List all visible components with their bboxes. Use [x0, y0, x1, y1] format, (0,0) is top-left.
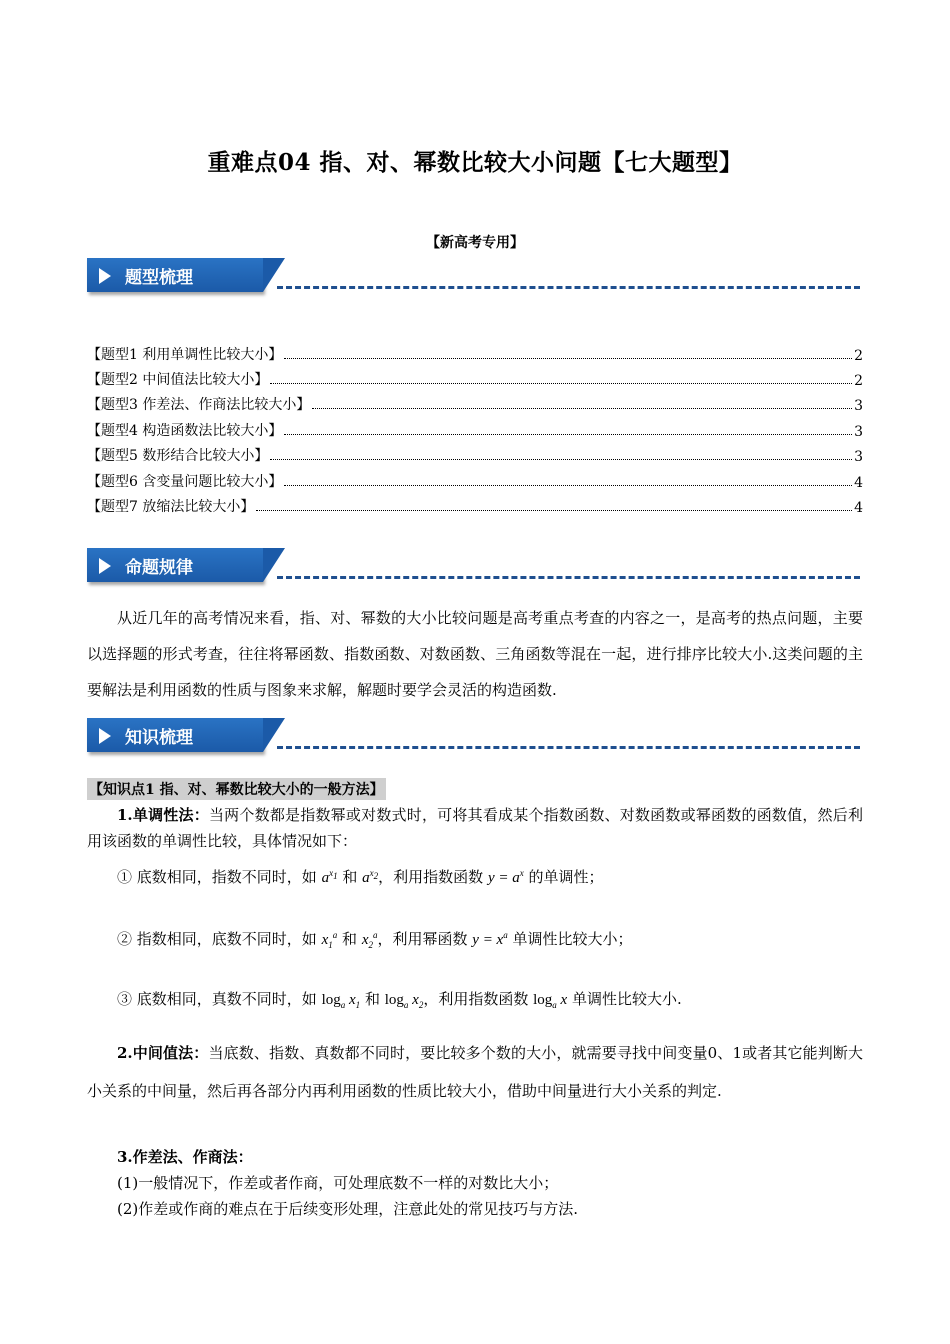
page-subtitle: 【新高考专用】: [426, 235, 524, 251]
case-2-line: ② 指数相同，底数不同时，如 $x_1^a$ 和 $x_2^a$，利用幂函数 $y = x^a$ 单调性比较大小；: [117, 930, 633, 950]
case-1-line: ① 底数相同，指数不同时，如 $a^{x_1}$ 和 $a^{x_2}$，利用指数函数 $y = a^x$ 的单调性；: [117, 868, 604, 886]
toc-item[interactable]: 【题型2 中间值法比较大小】 2: [87, 372, 863, 389]
banner-label: 知识梳理: [125, 728, 193, 748]
banner-label: 命题规律: [125, 558, 193, 578]
formula-y-x-a: $y = x^a$: [472, 930, 508, 948]
formula-log-x1: $\log_a x_1$: [321, 992, 361, 1010]
formula-x1-a: $x_1^a$: [321, 930, 338, 950]
knowledge-point-heading: 【知识点1 指、对、幂数比较大小的一般方法】: [87, 778, 386, 800]
method-3-item-1: (1)一般情况下，作差或者作商，可处理底数不一样的对数比大小；: [117, 1174, 559, 1192]
method-3-item-2: (2)作差或作商的难点在于后续变形处理，注意此处的常见技巧与方法.: [117, 1200, 579, 1218]
toc-item[interactable]: 【题型4 构造函数法比较大小】 3: [87, 423, 863, 440]
formula-y-a-x: $y = a^x$: [487, 868, 524, 886]
toc-item[interactable]: 【题型6 含变量问题比较大小】 4: [87, 474, 863, 491]
play-arrow-icon: [99, 558, 111, 574]
method-3-title: 3.作差法、作商法：: [117, 1148, 253, 1166]
formula-log-x: $\log_a x$: [533, 992, 568, 1010]
play-arrow-icon: [99, 268, 111, 284]
banner-tab: [87, 258, 263, 292]
toc-item[interactable]: 【题型3 作差法、作商法比较大小】 3: [87, 397, 863, 414]
formula-a-x1: $a^{x_1}$: [321, 868, 338, 886]
section-banner-knowledge: [87, 718, 867, 754]
banner-tab: [87, 718, 263, 752]
formula-x2-a: $x_2^a$: [361, 930, 378, 950]
section-banner-exam-patterns: [87, 548, 867, 584]
case-3-line: ③ 底数相同，真数不同时，如 $\log_a x_1$ 和 $\log_a x_2$，利用指数函数 $\log_a x$ 单调性比较大小.: [117, 990, 682, 1010]
method-1-paragraph: [87, 802, 863, 854]
exam-patterns-paragraph: 从近几年的高考情况来看，指、对、幂数的大小比较问题是高考重点考查的内容之一，是高考的热点问题，主要以选择题的形式考查，往往将幂函数、指数函数、对数函数、三角函数等混在一起，进行排序比较大小.这类问题的主要解法是利用函数的性质与图象来求解，解题时要学会灵活的构造函数.: [87, 609, 863, 699]
formula-log-x2: $\log_a x_2$: [384, 992, 424, 1010]
banner-dash-line: [277, 576, 860, 579]
method-2-paragraph: [87, 1034, 863, 1110]
toc-item[interactable]: 【题型5 数形结合比较大小】 3: [87, 448, 863, 465]
page-title: 重难点04 指、对、幂数比较大小问题【七大题型】: [207, 149, 743, 176]
toc-item[interactable]: 【题型1 利用单调性比较大小】 2: [87, 347, 863, 364]
play-arrow-icon: [99, 728, 111, 744]
toc-item[interactable]: 【题型7 放缩法比较大小】 4: [87, 499, 863, 516]
section-banner-question-types: [87, 258, 867, 294]
method-2-title: 2.中间值法：: [117, 1044, 209, 1062]
banner-tab: [87, 548, 263, 582]
method-1-text: 当两个数都是指数幂或对数式时，可将其看成某个指数函数、对数函数或幂函数的函数值，然后利用该函数的单调性比较，具体情况如下：: [87, 806, 863, 850]
method-1-title: 1.单调性法：: [117, 806, 209, 824]
banner-dash-line: [277, 746, 860, 749]
formula-a-x2: $a^{x_2}$: [362, 868, 379, 886]
banner-label: 题型梳理: [125, 268, 193, 288]
banner-dash-line: [277, 286, 860, 289]
method-2-text: 当底数、指数、真数都不同时，要比较多个数的大小，就需要寻找中间变量0、1或者其它能判断大小关系的中间量，然后再各部分内再利用函数的性质比较大小，借助中间量进行大小关系的判定.: [87, 1044, 863, 1100]
method-3-title-line: [87, 1146, 893, 1167]
